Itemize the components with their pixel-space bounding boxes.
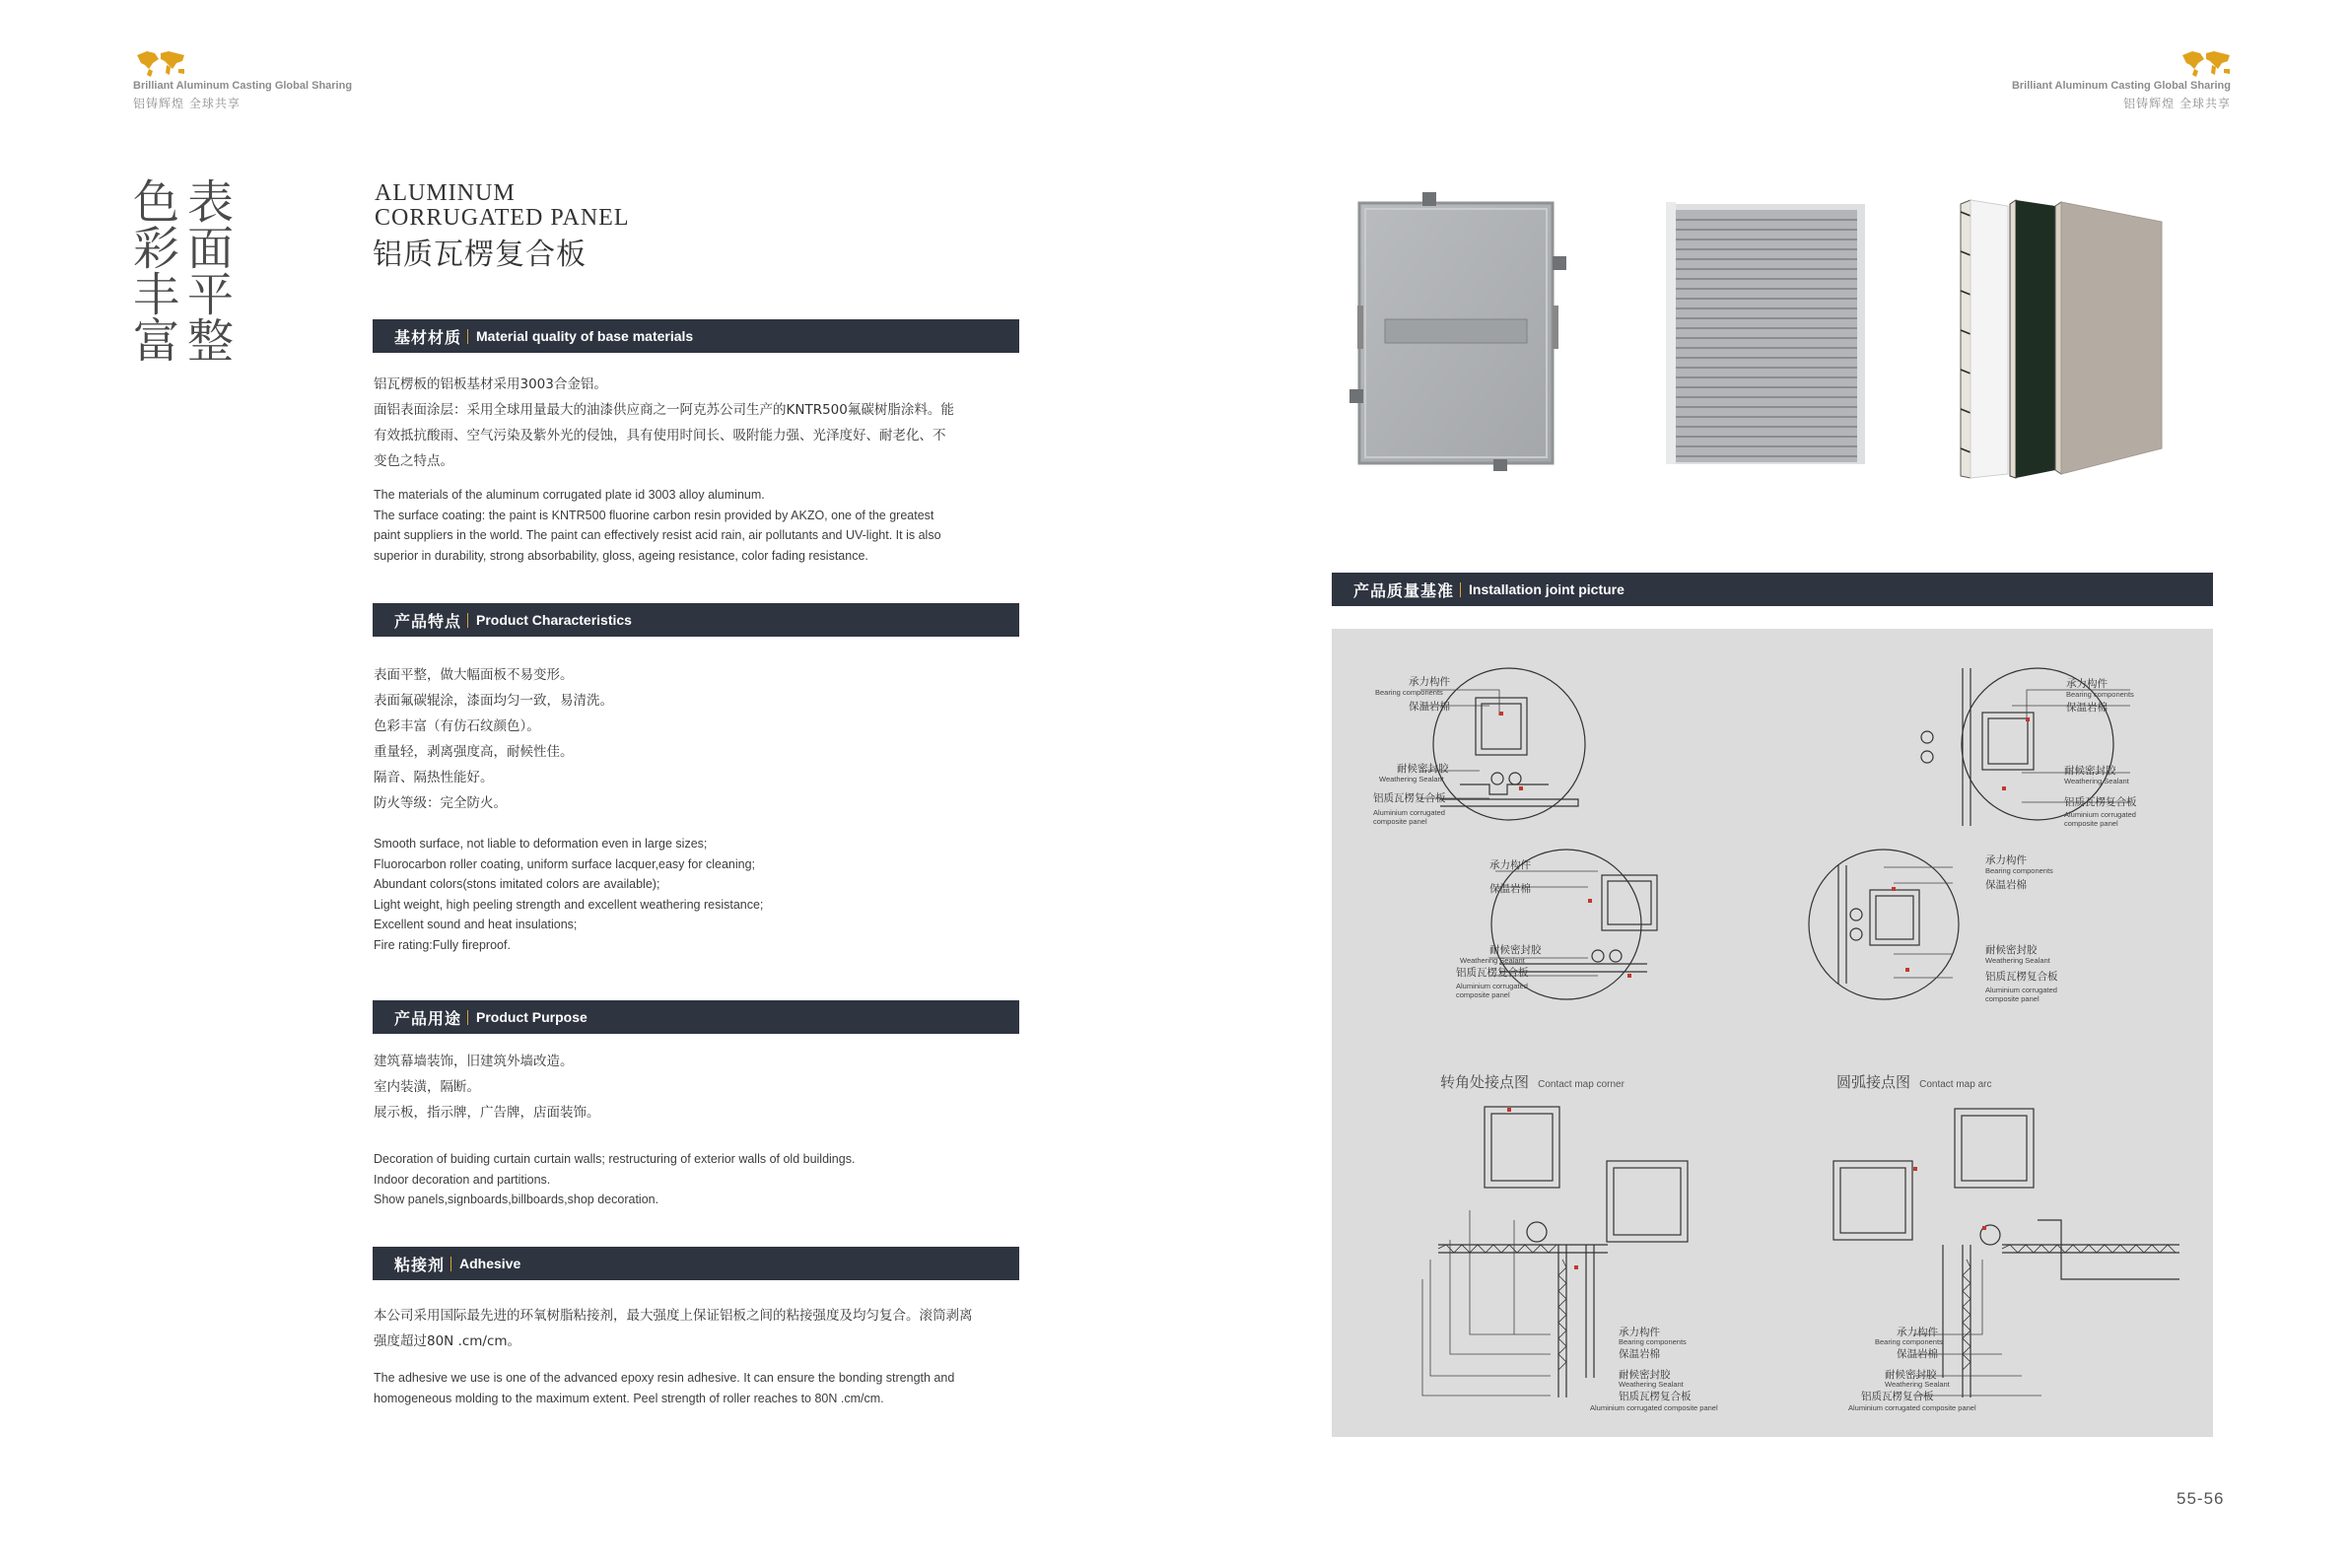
label-sealant-cn: 耐候密封胶 (1619, 1369, 1671, 1381)
label-bearing-cn: 承力构件 (1985, 854, 2027, 866)
text-line: 本公司采用国际最先进的环氧树脂粘接剂，最大强度上保证铝板之间的粘接强度及均匀复合。滚筒剥离 (374, 1308, 973, 1324)
text-line: Abundant colors(stons imitated colors are available); (374, 877, 660, 891)
section-bar-materials (373, 319, 1019, 353)
text-line: 展示板，指示牌，广告牌，店面装饰。 (374, 1105, 600, 1121)
corrugation-zigzag (1438, 1245, 2176, 1370)
label-sealant-cn: 耐候密封胶 (2064, 765, 2116, 777)
title-cn: 铝质瓦楞复合板 (373, 238, 587, 272)
product-photo-panel-back (1346, 187, 1582, 473)
caption-arc-cn: 圆弧接点图 (1836, 1073, 1911, 1091)
label-panel-cn: 铝质瓦楞复合板 (1861, 1391, 1934, 1402)
label-sealant-cn: 耐候密封胶 (1985, 944, 2038, 956)
label-insulation-cn: 保温岩棉 (1985, 879, 2027, 891)
label-panel-en-1: Aluminium corrugated (1373, 808, 1445, 817)
text-line: homogeneous molding to the maximum extent. Peel strength of roller reaches to 80N .cm/cm. (374, 1391, 884, 1405)
text-line: 重量轻，剥离强度高，耐候性佳。 (374, 744, 574, 760)
title-en-line2: CORRUGATED PANEL (375, 205, 630, 231)
text-line: Smooth surface, not liable to deformation even in large sizes; (374, 837, 708, 851)
divider (1460, 582, 1461, 597)
text-line: 变色之特点。 (374, 453, 453, 469)
label-sealant-en: Weathering Sealant (1619, 1380, 1684, 1389)
divider (450, 1257, 451, 1271)
label-sealant-cn: 耐候密封胶 (1489, 944, 1542, 956)
brand-tagline-en-left: Brilliant Aluminum Casting Global Sharing (133, 80, 353, 92)
label-bearing-en: Bearing components (1619, 1337, 1687, 1346)
product-photo-corrugated-core (1666, 202, 1873, 468)
label-panel-en-full: Aluminium corrugated composite panel (1590, 1403, 1718, 1412)
text-line: Fluorocarbon roller coating, uniform surface lacquer,easy for cleaning; (374, 856, 756, 871)
label-panel-en-1: Aluminium corrugated (1985, 986, 2057, 994)
brand-tagline-cn-right: 铝铸辉煌 全球共享 (2123, 97, 2231, 110)
label-panel-en-2: composite panel (1985, 994, 2040, 1003)
text-line: The surface coating: the paint is KNTR500 fluorine carbon resin provided by AKZO, one of the greatest (374, 508, 934, 522)
label-panel-en-2: composite panel (1456, 990, 1510, 999)
text-line: Indoor decoration and partitions. (374, 1172, 551, 1187)
text-line: 铝瓦楞板的铝板基材采用3003合金铝。 (374, 376, 607, 392)
text-line: 有效抵抗酸雨、空气污染及紫外光的侵蚀，具有使用时间长、吸附能力强、光泽度好、耐老化、不 (374, 428, 946, 443)
label-sealant-en: Weathering Sealant (1379, 775, 1444, 784)
brand-tagline-en-right: Brilliant Aluminum Casting Global Sharing (2011, 80, 2231, 92)
text-line: 隔音、隔热性能好。 (374, 770, 494, 785)
label-panel-en-full: Aluminium corrugated composite panel (1848, 1403, 1976, 1412)
label-bearing-en: Bearing components (1375, 688, 1443, 697)
label-panel-cn: 铝质瓦楞复合板 (1456, 967, 1529, 979)
text-line: The adhesive we use is one of the advanced epoxy resin adhesive. It can ensure the bonding strength and (374, 1371, 955, 1385)
label-sealant-en: Weathering Sealant (1985, 956, 2050, 965)
label-panel-en-1: Aluminium corrugated (2064, 810, 2136, 819)
section-title-en: Adhesive (459, 1256, 521, 1271)
title-en-line1: ALUMINUM (375, 180, 516, 206)
text-line: Excellent sound and heat insulations; (374, 918, 578, 931)
section-title-cn: 产品质量基准 (1353, 580, 1455, 600)
caption-corner-en: Contact map corner (1538, 1079, 1625, 1090)
label-bearing-cn: 承力构件 (1897, 1327, 1938, 1338)
product-photo-panel-layers (1957, 192, 2174, 488)
label-bearing-en: Bearing components (1985, 866, 2053, 875)
section-title-cn: 产品用途 (394, 1008, 462, 1028)
adhesive-en-text (374, 1368, 1054, 1408)
section-title-en: Material quality of base materials (476, 328, 694, 344)
world-map-logo-icon (133, 47, 188, 79)
text-line: 面铝表面涂层：采用全球用量最大的油漆供应商之一阿克苏公司生产的KNTR500氟碳树脂涂料。能 (374, 402, 954, 418)
label-bearing-cn: 承力构件 (2066, 678, 2108, 690)
text-line: 强度超过80N .cm/cm。 (374, 1333, 521, 1349)
caption-corner-cn: 转角处接点图 (1440, 1073, 1530, 1091)
text-line: The materials of the aluminum corrugated plate id 3003 alloy aluminum. (374, 488, 765, 502)
label-insulation-cn: 保温岩棉 (2066, 702, 2108, 714)
label-bearing-en: Bearing components (2066, 690, 2134, 699)
logo-right (2178, 47, 2234, 83)
joint-diagram-linework (1332, 629, 2213, 1437)
purpose-cn-text (374, 1049, 1024, 1125)
section-title-cn: 基材材质 (394, 327, 462, 347)
label-panel-cn: 铝质瓦楞复合板 (1619, 1391, 1692, 1402)
characteristics-en-text (374, 834, 1044, 955)
logo-left (133, 47, 188, 83)
materials-cn-text (374, 372, 1024, 474)
label-sealant-cn: 耐候密封胶 (1885, 1369, 1937, 1381)
label-bearing-en: Bearing components (1875, 1337, 1943, 1346)
label-sealant-cn: 耐候密封胶 (1397, 763, 1449, 775)
label-sealant-en: Weathering Sealant (1460, 956, 1525, 965)
brand-tagline-cn-left: 铝铸辉煌 全球共享 (133, 97, 241, 110)
divider (467, 329, 468, 344)
caption-corner (1440, 1071, 1625, 1092)
section-title-cn: 粘接剂 (394, 1255, 446, 1274)
text-line: Show panels,signboards,billboards,shop decoration. (374, 1193, 659, 1206)
label-panel-en-2: composite panel (2064, 819, 2118, 828)
caption-arc-en: Contact map arc (1919, 1079, 1992, 1090)
label-insulation-cn: 保温岩棉 (1897, 1348, 1938, 1360)
section-title-cn: 产品特点 (394, 611, 462, 631)
section-bar-installation (1332, 573, 2213, 606)
label-insulation-cn: 保温岩棉 (1409, 701, 1450, 713)
label-bearing-cn: 承力构件 (1489, 859, 1531, 871)
text-line: 色彩丰富（有仿石纹颜色）。 (374, 718, 540, 734)
text-line: 防火等级：完全防火。 (374, 795, 507, 811)
section-title-en: Installation joint picture (1469, 581, 1625, 597)
label-panel-en-1: Aluminium corrugated (1456, 982, 1528, 990)
text-line: Light weight, high peeling strength and excellent weathering resistance; (374, 897, 764, 912)
installation-diagram-panel (1332, 629, 2213, 1437)
text-line: 表面平整，做大幅面板不易变形。 (374, 667, 574, 683)
text-line: Decoration of buiding curtain curtain walls; restructuring of exterior walls of old buildings. (374, 1152, 856, 1166)
caption-arc (1836, 1071, 1991, 1092)
world-map-logo-icon (2178, 47, 2234, 79)
vertical-title-right-column: 表面平整 (179, 177, 234, 363)
text-line: Fire rating:Fully fireproof. (374, 937, 511, 952)
label-bearing-cn: 承力构件 (1619, 1327, 1660, 1338)
divider (467, 613, 468, 628)
label-sealant-en: Weathering Sealant (1885, 1380, 1950, 1389)
label-bearing-cn: 承力构件 (1409, 676, 1450, 688)
section-bar-purpose (373, 1000, 1019, 1034)
label-panel-en-2: composite panel (1373, 817, 1427, 826)
vertical-title-left-column: 色彩丰富 (125, 177, 179, 363)
text-line: superior in durability, strong absorbability, gloss, ageing resistance, color fading resistance. (374, 548, 868, 563)
label-panel-cn: 铝质瓦楞复合板 (1985, 971, 2058, 983)
section-bar-characteristics (373, 603, 1019, 637)
label-insulation-cn: 保温岩棉 (1489, 883, 1531, 895)
label-insulation-cn: 保温岩棉 (1619, 1348, 1660, 1360)
section-title-en: Product Purpose (476, 1009, 588, 1025)
purpose-en-text (374, 1149, 1044, 1210)
section-title-en: Product Characteristics (476, 612, 632, 628)
text-line: 表面氟碳辊涂，漆面均匀一致，易清洗。 (374, 693, 613, 709)
text-line: 建筑幕墙装饰，旧建筑外墙改造。 (374, 1054, 574, 1069)
label-panel-cn: 铝质瓦楞复合板 (2064, 796, 2137, 808)
text-line: 室内装潢，隔断。 (374, 1079, 480, 1095)
section-bar-adhesive (373, 1247, 1019, 1280)
text-line: paint suppliers in the world. The paint can effectively resist acid rain, air pollutants and UV-light. It is also (374, 528, 941, 542)
adhesive-cn-text (374, 1303, 1044, 1354)
divider (467, 1010, 468, 1025)
materials-en-text (374, 485, 1044, 566)
page-number: 55-56 (2177, 1489, 2225, 1508)
marker-dots (1499, 712, 2030, 1269)
label-sealant-en: Weathering Sealant (2064, 777, 2129, 785)
label-panel-cn: 铝质瓦楞复合板 (1373, 792, 1446, 804)
characteristics-cn-text (374, 662, 1024, 816)
